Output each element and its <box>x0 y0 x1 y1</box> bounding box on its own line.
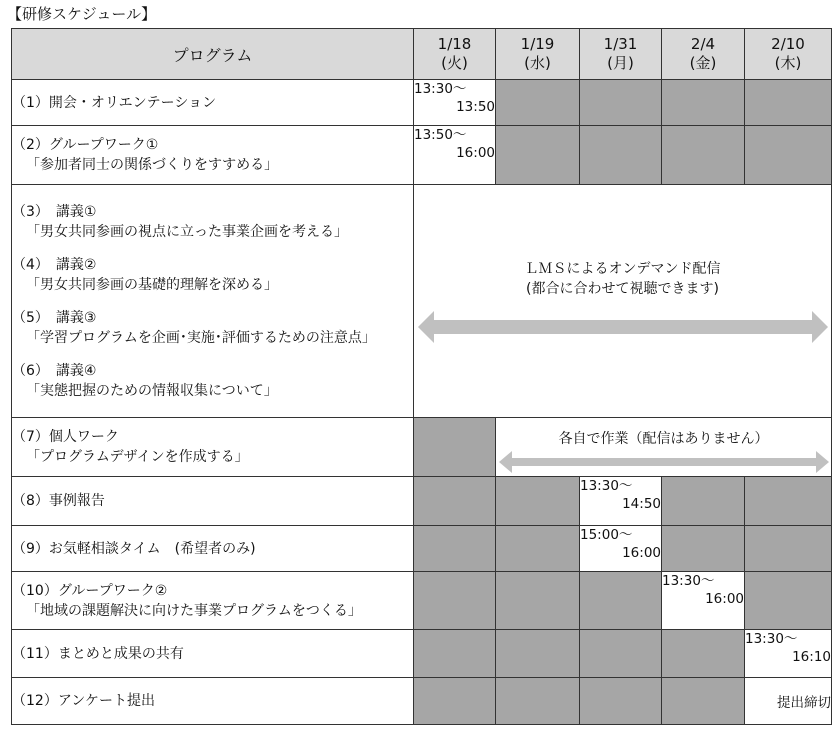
date-header: 2/4 (金) <box>662 29 745 80</box>
schedule-title: 【研修スケジュール】 <box>7 5 157 23</box>
gray-cell <box>580 630 662 678</box>
program-label: （8）事例報告 <box>12 477 414 526</box>
self-work-cell <box>496 418 832 477</box>
gray-cell <box>745 526 832 572</box>
gray-cell <box>580 80 662 126</box>
date-header: 1/19 (水) <box>496 29 580 80</box>
gray-cell <box>414 477 496 526</box>
self-work-note: 各自で作業（配信はありません） <box>558 431 769 447</box>
gray-cell <box>745 126 832 185</box>
program-label: （1）開会・オリエンテーション <box>12 80 414 126</box>
table-row <box>12 526 832 572</box>
gray-cell <box>496 80 580 126</box>
program-label: （10）グループワーク② 「地域の課題解決に向けた事業プログラムをつくる」 <box>12 572 414 630</box>
gray-cell <box>496 678 580 725</box>
gray-cell <box>414 572 496 630</box>
table-row <box>12 630 832 678</box>
time-cell: 13:50～ 16:00 <box>414 126 496 185</box>
gray-cell <box>662 678 745 725</box>
program-label: （11）まとめと成果の共有 <box>12 630 414 678</box>
lectures-label: （3） 講義① 「男女共同参画の視点に立った事業企画を考える」 （4） 講義② 「男女共同参画の基礎的理解を深める」 （5） 講義③ 「学習プログラムを企画･実施･評価するための注意点」 （6） 講義④ 「実態把握のための情報収集について」 <box>12 185 414 418</box>
gray-cell <box>496 477 580 526</box>
gray-cell <box>414 418 496 477</box>
gray-cell <box>414 526 496 572</box>
gray-cell <box>496 526 580 572</box>
date-header: 2/10 (木) <box>745 29 832 80</box>
time-cell: 15:00～ 16:00 <box>580 526 662 572</box>
time-cell: 13:30～ 14:50 <box>580 477 662 526</box>
header-row <box>12 29 832 80</box>
table-row <box>12 678 832 725</box>
gray-cell <box>662 477 745 526</box>
gray-cell <box>580 572 662 630</box>
double-arrow-icon <box>496 418 832 477</box>
gray-cell <box>496 630 580 678</box>
program-label: （2）グループワーク① 「参加者同士の関係づくりをすすめる」 <box>12 126 414 185</box>
program-label: （12）アンケート提出 <box>12 678 414 725</box>
gray-cell <box>745 80 832 126</box>
date-header: 1/18 (火) <box>414 29 496 80</box>
schedule-table <box>11 28 832 725</box>
gray-cell <box>662 630 745 678</box>
program-label: （7）個人ワーク 「プログラムデザインを作成する」 <box>12 418 414 477</box>
gray-cell <box>662 80 745 126</box>
gray-cell <box>662 526 745 572</box>
gray-cell <box>496 572 580 630</box>
lms-span-cell <box>414 185 832 418</box>
gray-cell <box>662 126 745 185</box>
table-row <box>12 80 832 126</box>
program-header: プログラム <box>12 29 414 80</box>
gray-cell <box>745 477 832 526</box>
double-arrow-icon <box>414 185 832 418</box>
gray-cell <box>745 572 832 630</box>
gray-cell <box>496 126 580 185</box>
gray-cell <box>580 678 662 725</box>
table-row <box>12 477 832 526</box>
time-cell: 13:30～ 13:50 <box>414 80 496 126</box>
deadline-cell: 提出締切 <box>745 678 832 725</box>
date-header: 1/31 (月) <box>580 29 662 80</box>
table-row <box>12 418 832 477</box>
gray-cell <box>414 678 496 725</box>
table-row <box>12 572 832 630</box>
table-row <box>12 185 832 418</box>
gray-cell <box>414 630 496 678</box>
program-label: （9）お気軽相談タイム (希望者のみ) <box>12 526 414 572</box>
table-row <box>12 126 832 185</box>
time-cell: 13:30～ 16:10 <box>745 630 832 678</box>
lms-note: ＬＭＳによるオンデマンド配信 (都合に合わせて視聴できます) <box>524 261 721 297</box>
gray-cell <box>580 126 662 185</box>
time-cell: 13:30～ 16:00 <box>662 572 745 630</box>
